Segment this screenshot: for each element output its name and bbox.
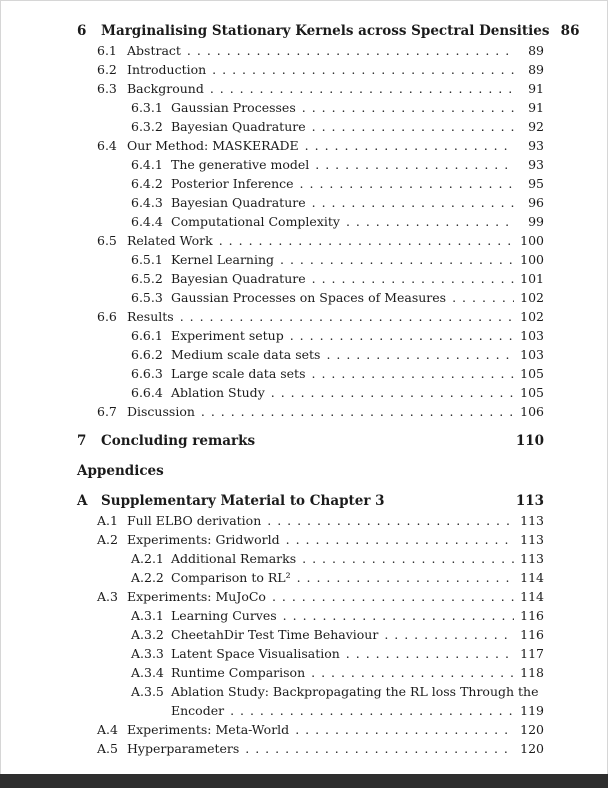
toc-entry[interactable]	[131, 193, 544, 212]
dot-leader	[239, 739, 514, 758]
toc-entry[interactable]	[77, 491, 544, 511]
dot-leader	[306, 269, 514, 288]
toc-entry-title: Ablation Study	[171, 385, 265, 400]
toc-entry-number: 6.4.2	[131, 176, 163, 191]
dot-leader	[305, 663, 514, 682]
toc-entry-number: A	[77, 493, 88, 509]
toc-entry-page: 105	[520, 385, 544, 400]
toc-entry[interactable]	[131, 269, 544, 288]
dot-leader	[296, 549, 514, 568]
toc-entry-page: 116	[520, 627, 544, 642]
toc-entry-title: Appendices	[77, 463, 164, 479]
toc-entry-page: 114	[520, 570, 544, 585]
toc-entry-page: 116	[520, 608, 544, 623]
toc-entry-number: 6.6.2	[131, 347, 163, 362]
toc-list	[1, 1, 607, 758]
toc-entry-number: A.3.5	[131, 684, 164, 699]
toc-entry-title: Bayesian Quadrature	[171, 271, 306, 286]
toc-entry-title: Experiments: Gridworld	[127, 532, 280, 547]
toc-entry-title: CheetahDir Test Time Behaviour	[171, 627, 379, 642]
toc-entry-page: 113	[520, 532, 544, 547]
toc-entry-page: 119	[520, 703, 544, 718]
dot-leader	[296, 98, 514, 117]
toc-entry-page: 99	[528, 214, 544, 229]
toc-entry-number: 6.4	[97, 138, 117, 153]
toc-entry-page: 102	[520, 309, 544, 324]
toc-entry-page: 100	[520, 252, 544, 267]
toc-entry[interactable]	[97, 307, 544, 326]
dot-leader	[320, 345, 514, 364]
dot-leader	[277, 606, 514, 625]
toc-entry-title: Learning Curves	[171, 608, 277, 623]
toc-entry-title: Runtime Comparison	[171, 665, 306, 680]
dot-leader	[340, 212, 514, 231]
toc-entry[interactable]	[131, 98, 544, 117]
toc-entry[interactable]	[77, 21, 580, 41]
toc-entry-title: Abstract	[127, 43, 181, 58]
toc-entry-title: Additional Remarks	[171, 551, 297, 566]
toc-entry[interactable]	[131, 568, 544, 587]
toc-entry-number: A.5	[97, 741, 118, 756]
toc-entry-number: 6.5.2	[131, 271, 163, 286]
toc-entry[interactable]	[97, 587, 544, 606]
toc-entry[interactable]	[131, 326, 544, 345]
toc-entry-number: 6.3	[97, 81, 117, 96]
toc-entry-title: Experiments: MuJoCo	[127, 589, 266, 604]
toc-entry-number: 6.4.1	[131, 157, 163, 172]
toc-entry[interactable]	[131, 155, 544, 174]
dot-leader	[174, 307, 514, 326]
toc-entry-title: Computational Complexity	[171, 214, 340, 229]
toc-entry-number: 6.6.3	[131, 366, 163, 381]
toc-entry-number: A.3.4	[131, 665, 164, 680]
toc-entry[interactable]	[171, 701, 544, 720]
toc-entry-number: 6.1	[97, 43, 117, 58]
toc-entry-title: Marginalising Stationary Kernels across Spectral Densities	[101, 23, 550, 39]
toc-entry-page: 91	[528, 81, 544, 96]
toc-entry-title: Experiments: Meta-World	[127, 722, 290, 737]
toc-entry-number: A.3.3	[131, 646, 164, 661]
toc-entry-number: 7	[77, 433, 87, 449]
toc-entry-number: A.2.2	[131, 570, 164, 585]
dot-leader	[446, 288, 514, 307]
toc-entry-number: A.1	[97, 513, 118, 528]
toc-entry-page: 102	[520, 290, 544, 305]
toc-entry-title: Concluding remarks	[101, 433, 256, 449]
toc-entry-title: Hyperparameters	[127, 741, 240, 756]
toc-entry[interactable]	[131, 250, 544, 269]
toc-entry[interactable]	[97, 60, 544, 79]
dot-leader	[378, 625, 514, 644]
toc-entry-page: 92	[528, 119, 544, 134]
dot-leader	[284, 326, 514, 345]
toc-entry-number: 6.5	[97, 233, 117, 248]
toc-entry-title: Comparison to RL²	[171, 570, 291, 585]
toc-entry[interactable]	[131, 212, 544, 231]
toc-entry-title: Supplementary Material to Chapter 3	[101, 493, 385, 509]
toc-entry-number: A.3.2	[131, 627, 164, 642]
toc-entry-number: 6.5.3	[131, 290, 163, 305]
toc-entry[interactable]	[97, 136, 544, 155]
dot-leader	[306, 193, 514, 212]
toc-entry[interactable]	[131, 364, 544, 383]
toc-entry-number: A.3	[97, 589, 118, 604]
toc-entry-number: 6.3.1	[131, 100, 163, 115]
toc-entry-page: 86	[560, 23, 580, 39]
toc-entry-number: 6.4.4	[131, 214, 163, 229]
dot-leader	[261, 511, 514, 530]
toc-entry[interactable]	[77, 461, 544, 481]
toc-entry-title: Gaussian Processes on Spaces of Measures	[171, 290, 447, 305]
toc-entry-number: 6.3.2	[131, 119, 163, 134]
toc-entry[interactable]	[131, 288, 544, 307]
toc-entry-page: 114	[520, 589, 544, 604]
toc-entry[interactable]	[97, 231, 544, 250]
toc-entry-title: Our Method: MASKERADE	[127, 138, 299, 153]
toc-entry[interactable]	[131, 117, 544, 136]
toc-entry[interactable]	[131, 606, 544, 625]
toc-entry-title: Introduction	[127, 62, 207, 77]
dot-leader	[340, 644, 514, 663]
toc-entry[interactable]	[97, 41, 544, 60]
toc-entry-title: Full ELBO derivation	[127, 513, 262, 528]
toc-entry-page: 120	[520, 741, 544, 756]
viewer-bottom-bar	[0, 774, 608, 788]
dot-leader	[299, 136, 514, 155]
toc-entry-page: 93	[528, 138, 544, 153]
toc-entry[interactable]	[97, 402, 544, 421]
toc-entry-number: 6.5.1	[131, 252, 163, 267]
toc-entry-page: 89	[528, 62, 544, 77]
toc-entry-page: 105	[520, 366, 544, 381]
toc-entry-number: 6.6	[97, 309, 117, 324]
toc-entry[interactable]	[97, 720, 544, 739]
toc-entry-page: 106	[520, 404, 544, 419]
toc-entry-page: 95	[528, 176, 544, 191]
toc-entry[interactable]	[97, 79, 544, 98]
toc-entry-number: 6.7	[97, 404, 117, 419]
dot-leader	[195, 402, 514, 421]
toc-entry[interactable]	[131, 663, 544, 682]
toc-entry[interactable]	[97, 511, 544, 530]
toc-entry-page: 89	[528, 43, 544, 58]
toc-entry-page: 110	[515, 433, 544, 449]
toc-entry[interactable]	[131, 644, 544, 663]
toc-entry[interactable]	[77, 431, 544, 451]
dot-leader	[291, 568, 514, 587]
dot-leader	[213, 231, 514, 250]
toc-entry-title: Related Work	[127, 233, 213, 248]
toc-entry-page: 101	[520, 271, 544, 286]
toc-entry-page: 113	[520, 551, 544, 566]
dot-leader	[280, 530, 514, 549]
dot-leader	[224, 701, 514, 720]
toc-entry-number: 6.6.1	[131, 328, 163, 343]
toc-entry-number: A.2	[97, 532, 118, 547]
toc-entry-page: 103	[520, 347, 544, 362]
toc-entry[interactable]	[131, 625, 544, 644]
toc-entry-title: Background	[127, 81, 204, 96]
toc-entry-page: 91	[528, 100, 544, 115]
toc-entry-title: Gaussian Processes	[171, 100, 296, 115]
toc-entry-title: Bayesian Quadrature	[171, 119, 306, 134]
toc-entry-page: 117	[520, 646, 544, 661]
toc-entry[interactable]	[97, 739, 544, 758]
dot-leader	[289, 720, 514, 739]
toc-entry-number: A.3.1	[131, 608, 164, 623]
toc-entry-page: 103	[520, 328, 544, 343]
toc-entry-title: Results	[127, 309, 174, 324]
toc-entry-title: Kernel Learning	[171, 252, 275, 267]
toc-entry-number: 6.6.4	[131, 385, 163, 400]
toc-entry-number: 6.2	[97, 62, 117, 77]
toc-entry-number: A.4	[97, 722, 118, 737]
dot-leader	[206, 60, 514, 79]
dot-leader	[306, 117, 514, 136]
toc-entry-title: Encoder	[171, 703, 225, 718]
toc-entry-page: 113	[515, 493, 544, 509]
dot-leader	[274, 250, 514, 269]
toc-entry-title: Latent Space Visualisation	[171, 646, 340, 661]
toc-entry[interactable]	[131, 345, 544, 364]
toc-entry-number: 6	[77, 23, 87, 39]
dot-leader	[265, 383, 514, 402]
toc-entry-page: 96	[528, 195, 544, 210]
toc-entry[interactable]	[97, 530, 544, 549]
toc-entry-page: 113	[520, 513, 544, 528]
toc-entry-title: The generative model	[171, 157, 310, 172]
toc-entry-title: Medium scale data sets	[171, 347, 321, 362]
toc-entry-page: 118	[520, 665, 544, 680]
toc-entry[interactable]	[131, 549, 544, 568]
toc-entry-title: Bayesian Quadrature	[171, 195, 306, 210]
dot-leader	[306, 364, 515, 383]
toc-entry-page: 120	[520, 722, 544, 737]
toc-entry-title: Discussion	[127, 404, 195, 419]
toc-entry-title: Ablation Study: Backpropagating the RL loss Through the	[171, 684, 539, 699]
toc-entry-page: 100	[520, 233, 544, 248]
toc-entry-number: A.2.1	[131, 551, 164, 566]
toc-entry-title: Experiment setup	[171, 328, 284, 343]
toc-entry[interactable]	[131, 383, 544, 402]
toc-entry-title: Posterior Inference	[171, 176, 294, 191]
toc-entry[interactable]	[131, 682, 544, 701]
toc-entry-title: Large scale data sets	[171, 366, 306, 381]
dot-leader	[294, 174, 514, 193]
dot-leader	[309, 155, 514, 174]
dot-leader	[266, 587, 514, 606]
toc-entry[interactable]	[131, 174, 544, 193]
dot-leader	[204, 79, 514, 98]
toc-entry-number: 6.4.3	[131, 195, 163, 210]
toc-entry-page: 93	[528, 157, 544, 172]
dot-leader	[181, 41, 514, 60]
